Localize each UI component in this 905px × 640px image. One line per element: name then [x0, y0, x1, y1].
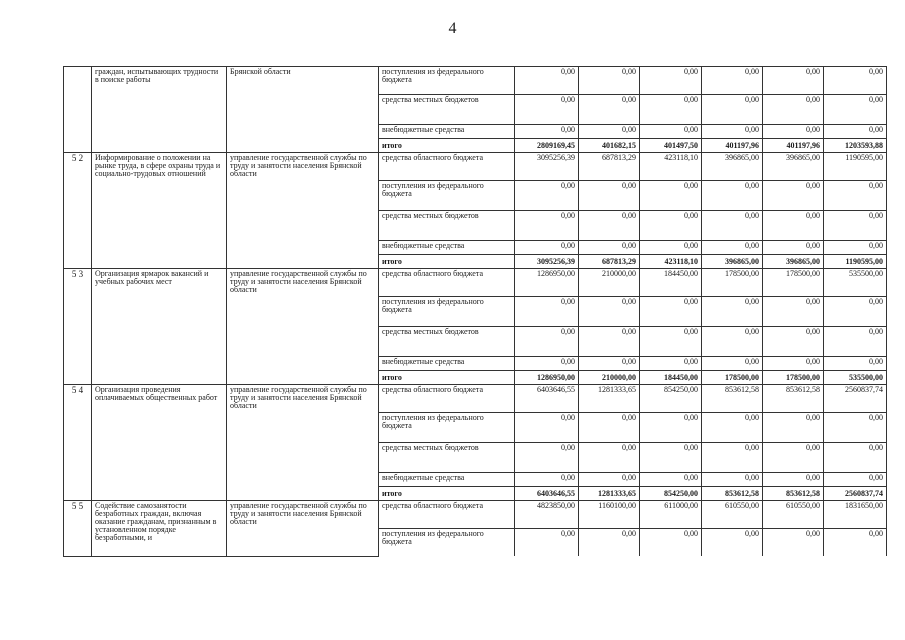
total-cell: 1190595,00	[824, 255, 887, 269]
item-number: 5 2	[64, 153, 92, 269]
total-cell: 535500,00	[824, 371, 887, 385]
value-cell: 0,00	[515, 473, 579, 487]
value-cell: 1160100,00	[579, 501, 640, 529]
source-label: поступления из федерального бюджета	[379, 529, 515, 557]
total-cell: 2560837,74	[824, 487, 887, 501]
total-cell: 1286950,00	[515, 371, 579, 385]
total-cell: 853612,58	[702, 487, 763, 501]
total-cell: 210000,00	[579, 371, 640, 385]
value-cell: 396865,00	[702, 153, 763, 181]
value-cell: 0,00	[824, 357, 887, 371]
value-cell: 0,00	[702, 327, 763, 357]
value-cell: 0,00	[579, 327, 640, 357]
source-label: поступления из федерального бюджета	[379, 413, 515, 443]
item-executor: управление государственной службы по труду и занятости населения Брянской области	[227, 501, 379, 557]
value-cell: 0,00	[579, 181, 640, 211]
table-row	[64, 385, 887, 413]
value-cell: 0,00	[640, 95, 702, 125]
value-cell: 0,00	[579, 413, 640, 443]
value-cell: 0,00	[824, 95, 887, 125]
value-cell: 0,00	[824, 67, 887, 95]
total-cell: 1281333,65	[579, 487, 640, 501]
value-cell: 2560837,74	[824, 385, 887, 413]
total-cell: 401197,96	[702, 139, 763, 153]
value-cell: 0,00	[824, 327, 887, 357]
total-cell: 401497,50	[640, 139, 702, 153]
total-cell: 423118,10	[640, 255, 702, 269]
value-cell: 853612,58	[763, 385, 824, 413]
value-cell: 1286950,00	[515, 269, 579, 297]
value-cell: 0,00	[824, 181, 887, 211]
value-cell: 0,00	[515, 211, 579, 241]
value-cell: 0,00	[640, 181, 702, 211]
total-cell: 401682,15	[579, 139, 640, 153]
value-cell: 0,00	[515, 241, 579, 255]
value-cell: 0,00	[640, 125, 702, 139]
item-name: Организация ярмарок вакансий и учебных рабочих мест	[92, 269, 227, 385]
total-cell: 396865,00	[702, 255, 763, 269]
source-label: поступления из федерального бюджета	[379, 67, 515, 95]
item-executor: управление государственной службы по труду и занятости населения Брянской области	[227, 385, 379, 501]
value-cell: 0,00	[579, 125, 640, 139]
source-label: средства местных бюджетов	[379, 443, 515, 473]
value-cell: 0,00	[824, 211, 887, 241]
value-cell: 0,00	[579, 241, 640, 255]
total-cell: 3095256,39	[515, 255, 579, 269]
value-cell: 0,00	[702, 181, 763, 211]
value-cell: 0,00	[763, 443, 824, 473]
value-cell: 3095256,39	[515, 153, 579, 181]
value-cell: 0,00	[579, 211, 640, 241]
total-cell: 6403646,55	[515, 487, 579, 501]
value-cell: 0,00	[702, 529, 763, 557]
value-cell: 0,00	[702, 67, 763, 95]
budget-table	[63, 66, 887, 557]
value-cell: 0,00	[824, 241, 887, 255]
source-label: поступления из федерального бюджета	[379, 297, 515, 327]
value-cell: 0,00	[515, 125, 579, 139]
value-cell: 0,00	[640, 357, 702, 371]
source-label: итого	[379, 371, 515, 385]
total-cell: 401197,96	[763, 139, 824, 153]
value-cell: 0,00	[579, 67, 640, 95]
value-cell: 0,00	[640, 297, 702, 327]
source-label: внебюджетные средства	[379, 241, 515, 255]
value-cell: 0,00	[515, 297, 579, 327]
total-cell: 178500,00	[763, 371, 824, 385]
source-label: средства областного бюджета	[379, 153, 515, 181]
value-cell: 178500,00	[702, 269, 763, 297]
value-cell: 396865,00	[763, 153, 824, 181]
source-label: средства местных бюджетов	[379, 211, 515, 241]
total-cell: 687813,29	[579, 255, 640, 269]
total-cell: 2809169,45	[515, 139, 579, 153]
value-cell: 0,00	[763, 181, 824, 211]
source-label: средства областного бюджета	[379, 385, 515, 413]
value-cell: 611000,00	[640, 501, 702, 529]
value-cell: 423118,10	[640, 153, 702, 181]
value-cell: 0,00	[640, 443, 702, 473]
value-cell: 1831650,00	[824, 501, 887, 529]
value-cell: 853612,58	[702, 385, 763, 413]
value-cell: 1190595,00	[824, 153, 887, 181]
value-cell: 0,00	[640, 529, 702, 557]
item-executor: управление государственной службы по труду и занятости населения Брянской области	[227, 269, 379, 385]
value-cell: 1281333,65	[579, 385, 640, 413]
item-number: 5 4	[64, 385, 92, 501]
value-cell: 0,00	[640, 473, 702, 487]
value-cell: 0,00	[579, 529, 640, 557]
value-cell: 0,00	[579, 357, 640, 371]
value-cell: 0,00	[763, 357, 824, 371]
page-number: 4	[448, 20, 457, 37]
item-name: граждан, испытывающих трудности в поиске работы	[92, 67, 227, 153]
source-label: внебюджетные средства	[379, 125, 515, 139]
value-cell: 535500,00	[824, 269, 887, 297]
value-cell: 0,00	[515, 95, 579, 125]
value-cell: 0,00	[515, 529, 579, 557]
value-cell: 0,00	[763, 473, 824, 487]
value-cell: 0,00	[702, 413, 763, 443]
item-number-cell	[64, 67, 92, 153]
source-label: итого	[379, 487, 515, 501]
value-cell: 0,00	[824, 529, 887, 557]
source-label: средства областного бюджета	[379, 501, 515, 529]
source-label: средства областного бюджета	[379, 269, 515, 297]
total-cell: 178500,00	[702, 371, 763, 385]
value-cell: 0,00	[640, 241, 702, 255]
value-cell: 0,00	[763, 211, 824, 241]
value-cell: 0,00	[763, 297, 824, 327]
value-cell: 0,00	[702, 125, 763, 139]
source-label: внебюджетные средства	[379, 357, 515, 371]
total-cell: 854250,00	[640, 487, 702, 501]
value-cell: 687813,29	[579, 153, 640, 181]
value-cell: 0,00	[640, 211, 702, 241]
value-cell: 184450,00	[640, 269, 702, 297]
table-row	[64, 269, 887, 297]
value-cell: 0,00	[702, 95, 763, 125]
item-name: Содействие самозанятости безработных граждан, включая оказание гражданам, признанным в установленном порядке безработными, и	[92, 501, 227, 557]
value-cell: 0,00	[640, 413, 702, 443]
value-cell: 0,00	[515, 357, 579, 371]
item-number: 5 3	[64, 269, 92, 385]
total-cell: 184450,00	[640, 371, 702, 385]
total-cell: 396865,00	[763, 255, 824, 269]
value-cell: 0,00	[763, 241, 824, 255]
value-cell: 0,00	[824, 297, 887, 327]
item-number: 5 5	[64, 501, 92, 557]
total-cell: 1203593,88	[824, 139, 887, 153]
table-row	[64, 501, 887, 529]
value-cell: 0,00	[763, 95, 824, 125]
item-executor: управление государственной службы по труду и занятости населения Брянской области	[227, 153, 379, 269]
value-cell: 6403646,55	[515, 385, 579, 413]
value-cell: 0,00	[824, 443, 887, 473]
value-cell: 0,00	[824, 125, 887, 139]
source-label: поступления из федерального бюджета	[379, 181, 515, 211]
source-label: итого	[379, 139, 515, 153]
value-cell: 0,00	[579, 443, 640, 473]
value-cell: 0,00	[579, 297, 640, 327]
value-cell: 0,00	[515, 181, 579, 211]
value-cell: 0,00	[702, 241, 763, 255]
value-cell: 0,00	[702, 357, 763, 371]
value-cell: 0,00	[579, 473, 640, 487]
value-cell: 0,00	[702, 211, 763, 241]
total-cell: 853612,58	[763, 487, 824, 501]
value-cell: 0,00	[824, 413, 887, 443]
value-cell: 0,00	[702, 297, 763, 327]
value-cell: 0,00	[515, 67, 579, 95]
value-cell: 610550,00	[763, 501, 824, 529]
value-cell: 0,00	[763, 125, 824, 139]
value-cell: 178500,00	[763, 269, 824, 297]
value-cell: 610550,00	[702, 501, 763, 529]
value-cell: 0,00	[702, 473, 763, 487]
value-cell: 0,00	[763, 327, 824, 357]
value-cell: 0,00	[515, 327, 579, 357]
source-label: средства местных бюджетов	[379, 327, 515, 357]
value-cell: 210000,00	[579, 269, 640, 297]
table-row	[64, 153, 887, 181]
item-name: Организация проведения оплачиваемых общественных работ	[92, 385, 227, 501]
value-cell: 4823850,00	[515, 501, 579, 529]
value-cell: 0,00	[640, 67, 702, 95]
value-cell: 0,00	[763, 529, 824, 557]
value-cell: 0,00	[763, 67, 824, 95]
value-cell: 0,00	[515, 413, 579, 443]
source-label: средства местных бюджетов	[379, 95, 515, 125]
value-cell: 0,00	[640, 327, 702, 357]
item-name: Информирование о положении на рынке труда, в сфере охраны труда и социально-трудовых отношений	[92, 153, 227, 269]
source-label: внебюджетные средства	[379, 473, 515, 487]
value-cell: 0,00	[824, 473, 887, 487]
value-cell: 0,00	[763, 413, 824, 443]
value-cell: 854250,00	[640, 385, 702, 413]
table-row	[64, 67, 887, 95]
source-label: итого	[379, 255, 515, 269]
value-cell: 0,00	[702, 443, 763, 473]
value-cell: 0,00	[579, 95, 640, 125]
value-cell: 0,00	[515, 443, 579, 473]
item-executor: Брянской области	[227, 67, 379, 153]
